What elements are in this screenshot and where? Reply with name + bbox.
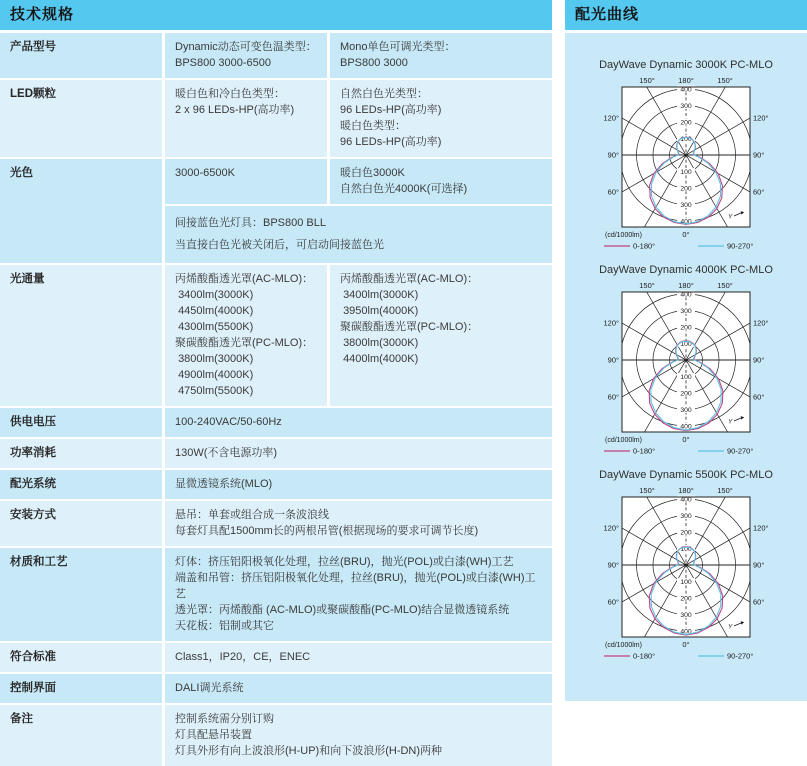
- svg-text:90°: 90°: [607, 355, 619, 365]
- row-label: [0, 643, 162, 672]
- text-line: 显微透镜系统(MLO): [175, 478, 273, 490]
- svg-text:0°: 0°: [682, 230, 690, 239]
- text-line: 功率消耗: [10, 447, 56, 459]
- chart-title: DayWave Dynamic 4000K PC-MLO: [599, 264, 773, 276]
- text-line: 4450lm(4000K): [175, 305, 254, 317]
- spec-row: [0, 501, 552, 546]
- svg-text:200: 200: [680, 185, 692, 193]
- svg-text:100: 100: [680, 169, 692, 176]
- svg-text:400: 400: [680, 628, 692, 636]
- row-label: [0, 548, 162, 641]
- row-label: [0, 705, 162, 766]
- text-line: 悬吊：单套或组合成一条波浪线: [175, 509, 329, 521]
- svg-text:60°: 60°: [607, 392, 619, 402]
- text-line: 端盖和吊管：挤压铝阳极氧化处理，拉丝(BRU)，抛光(POL)或白漆(WH)工艺: [175, 572, 536, 600]
- text-line: 4400lm(4000K): [340, 353, 419, 365]
- text-line: 4300lm(5500K): [175, 321, 254, 333]
- spec-row: [0, 470, 552, 499]
- text-line: 3000-6500K: [175, 167, 235, 179]
- text-line: 暖白色3000K: [340, 167, 405, 179]
- svg-text:120°: 120°: [603, 318, 619, 328]
- text-line: 间接蓝色光灯具：BPS800 BLL: [175, 217, 326, 229]
- text-line: 安装方式: [10, 509, 56, 521]
- text-line: 100-240VAC/50-60Hz: [175, 416, 282, 428]
- chart-svg-wrap: [565, 75, 807, 255]
- svg-text:90°: 90°: [753, 560, 765, 570]
- svg-text:(cd/1000lm): (cd/1000lm): [605, 437, 642, 444]
- row-label: [0, 470, 162, 499]
- row-value-col2: [165, 265, 327, 406]
- svg-text:90-270°: 90-270°: [727, 651, 754, 661]
- spec-row: [0, 159, 552, 263]
- spec-row: [0, 265, 552, 406]
- row-value-col3: [330, 33, 552, 78]
- text-line: 聚碳酸酯透光罩(PC-MLO)：: [175, 337, 314, 349]
- svg-text:120°: 120°: [753, 318, 769, 328]
- svg-text:100: 100: [680, 579, 692, 586]
- photometry-panel-body: [565, 33, 807, 701]
- row-value-merged: [165, 206, 552, 263]
- svg-text:100: 100: [680, 136, 692, 143]
- svg-text:0°: 0°: [682, 640, 690, 649]
- text-line: 丙烯酸酯透光罩(AC-MLO)：: [340, 273, 479, 285]
- svg-text:180°: 180°: [678, 281, 694, 290]
- text-line: 配光系统: [10, 478, 56, 490]
- svg-text:100: 100: [680, 341, 692, 348]
- svg-text:Y: Y: [728, 418, 733, 426]
- text-line: BPS800 3000: [340, 57, 408, 69]
- text-line: LED颗粒: [10, 88, 56, 100]
- spec-row: [0, 33, 552, 78]
- svg-text:Y: Y: [728, 213, 733, 221]
- svg-text:90°: 90°: [753, 150, 765, 160]
- text-line: 自然白色光4000K(可选择): [340, 183, 468, 195]
- svg-text:180°: 180°: [678, 76, 694, 85]
- row-label: [0, 159, 162, 263]
- text-line: 控制界面: [10, 682, 56, 694]
- svg-text:0°: 0°: [682, 435, 690, 444]
- text-line: 暖白色类型：: [340, 120, 406, 132]
- svg-text:300: 300: [680, 407, 692, 414]
- row-value: [165, 674, 552, 703]
- text-line: 4900lm(4000K): [175, 369, 254, 381]
- text-line: 丙烯酸酯透光罩(AC-MLO)：: [175, 273, 314, 285]
- svg-text:100: 100: [680, 546, 692, 553]
- text-line: 96 LEDs-HP(高功率): [340, 136, 442, 148]
- text-line: 灯具配悬吊装置: [175, 729, 252, 741]
- spec-row: [0, 548, 552, 641]
- row-label: [0, 501, 162, 546]
- svg-text:300: 300: [680, 513, 692, 520]
- svg-text:300: 300: [680, 202, 692, 209]
- svg-text:150°: 150°: [639, 281, 655, 290]
- chart-title: DayWave Dynamic 5500K PC-MLO: [599, 469, 773, 481]
- svg-text:(cd/1000lm): (cd/1000lm): [605, 232, 642, 239]
- text-line: 备注: [10, 713, 33, 725]
- svg-text:150°: 150°: [717, 486, 733, 495]
- polar-chart-svg: [586, 75, 786, 255]
- svg-text:150°: 150°: [717, 281, 733, 290]
- spec-row: [0, 408, 552, 437]
- text-line: 光通量: [10, 273, 45, 285]
- svg-text:60°: 60°: [607, 597, 619, 607]
- text-line: 灯体：挤压铝阳极氧化处理，拉丝(BRU)，抛光(POL)或白漆(WH)工艺: [175, 556, 514, 568]
- svg-text:0-180°: 0-180°: [633, 241, 656, 251]
- chart-svg-wrap: [565, 485, 807, 665]
- svg-text:0-180°: 0-180°: [633, 446, 656, 456]
- row-value: [165, 470, 552, 499]
- row-value-col3: [330, 159, 552, 204]
- svg-text:90°: 90°: [753, 355, 765, 365]
- row-value-col2: [165, 33, 327, 78]
- svg-text:90-270°: 90-270°: [727, 241, 754, 251]
- text-line: 2 x 96 LEDs-HP(高功率): [175, 104, 295, 116]
- row-value: [165, 501, 552, 546]
- spec-row: [0, 674, 552, 703]
- svg-text:300: 300: [680, 612, 692, 619]
- svg-text:200: 200: [680, 529, 692, 537]
- spec-panel-header: [0, 0, 552, 30]
- chart-block: [565, 262, 807, 460]
- spec-row: [0, 705, 552, 766]
- svg-text:Y: Y: [728, 623, 733, 631]
- row-value-col3: [330, 265, 552, 406]
- svg-text:200: 200: [680, 324, 692, 332]
- text-line: 控制系统需分别订购: [175, 713, 274, 725]
- svg-text:200: 200: [680, 595, 692, 603]
- svg-text:100: 100: [680, 374, 692, 381]
- svg-text:200: 200: [680, 390, 692, 398]
- text-line: 透光罩：丙烯酸酯 (AC-MLO)或聚碳酸酯(PC-MLO)结合显微透镜系统: [175, 604, 510, 616]
- photometry-panel-title: 配光曲线: [575, 6, 640, 23]
- svg-text:120°: 120°: [603, 113, 619, 123]
- text-line: 符合标准: [10, 651, 56, 663]
- svg-text:400: 400: [680, 291, 692, 299]
- svg-text:300: 300: [680, 103, 692, 110]
- chart-title: DayWave Dynamic 3000K PC-MLO: [599, 59, 773, 71]
- text-line: 暖白色和冷白色类型：: [175, 88, 285, 100]
- row-label: [0, 265, 162, 406]
- svg-text:60°: 60°: [753, 187, 765, 197]
- text-line: 4750lm(5500K): [175, 385, 254, 397]
- svg-text:180°: 180°: [678, 486, 694, 495]
- text-line: 3400lm(3000K): [340, 289, 419, 301]
- row-value-col2: [165, 159, 327, 204]
- text-line: Class1，IP20，CE，ENEC: [175, 651, 311, 663]
- row-label: [0, 439, 162, 468]
- chart-block: [565, 57, 807, 255]
- spec-panel-title: 技术规格: [10, 6, 75, 23]
- text-line: 130W(不含电源功率): [175, 447, 278, 459]
- text-line: 灯具外形有向上波浪形(H-UP)和向下波浪形(H-DN)两种: [175, 745, 443, 757]
- svg-text:200: 200: [680, 119, 692, 127]
- svg-text:60°: 60°: [753, 392, 765, 402]
- row-label: [0, 408, 162, 437]
- row-value: [165, 439, 552, 468]
- row-label: [0, 33, 162, 78]
- row-value-col2: [165, 80, 327, 157]
- text-line: 3800lm(3000K): [175, 353, 254, 365]
- text-line: Mono单色可调光类型：: [340, 41, 456, 53]
- svg-text:300: 300: [680, 308, 692, 315]
- row-value: [165, 548, 552, 641]
- row-value-col3: [330, 80, 552, 157]
- svg-text:150°: 150°: [639, 486, 655, 495]
- row-label: [0, 674, 162, 703]
- text-line: 聚碳酸酯透光罩(PC-MLO)：: [340, 321, 479, 333]
- text-line: 3400lm(3000K): [175, 289, 254, 301]
- text-line: 天花板：铝制或其它: [175, 620, 274, 632]
- text-line: 当直接白色光被关闭后，可启动间接蓝色光: [175, 239, 384, 251]
- row-value: [165, 643, 552, 672]
- text-line: BPS800 3000-6500: [175, 57, 272, 69]
- svg-text:400: 400: [680, 423, 692, 431]
- chart-block: [565, 467, 807, 665]
- text-line: 产品型号: [10, 41, 56, 53]
- svg-text:400: 400: [680, 86, 692, 94]
- row-label: [0, 80, 162, 157]
- svg-text:0-180°: 0-180°: [633, 651, 656, 661]
- spec-row: [0, 80, 552, 157]
- svg-text:400: 400: [680, 218, 692, 226]
- photometry-panel: [565, 0, 807, 701]
- text-line: 供电电压: [10, 416, 56, 428]
- polar-chart-svg: [586, 280, 786, 460]
- svg-text:120°: 120°: [753, 523, 769, 533]
- text-line: 96 LEDs-HP(高功率): [340, 104, 442, 116]
- spec-table: [0, 33, 552, 766]
- svg-text:90°: 90°: [607, 150, 619, 160]
- svg-text:150°: 150°: [717, 76, 733, 85]
- row-value: [165, 408, 552, 437]
- svg-text:60°: 60°: [753, 597, 765, 607]
- row-value: [165, 705, 552, 766]
- spec-row: [0, 643, 552, 672]
- text-line: 自然白色光类型：: [340, 88, 428, 100]
- spec-row: [0, 439, 552, 468]
- text-line: 材质和工艺: [10, 556, 68, 568]
- text-line: 3950lm(4000K): [340, 305, 419, 317]
- svg-text:60°: 60°: [607, 187, 619, 197]
- polar-chart-svg: [586, 485, 786, 665]
- text-line: DALI调光系统: [175, 682, 244, 694]
- text-line: 每套灯具配1500mm长的两根吊管(根据现场的要求可调节长度): [175, 525, 479, 537]
- text-line: 3800lm(3000K): [340, 337, 419, 349]
- photometry-panel-header: [565, 0, 807, 30]
- svg-text:400: 400: [680, 496, 692, 504]
- text-line: 光色: [10, 167, 33, 179]
- chart-svg-wrap: [565, 280, 807, 460]
- svg-text:120°: 120°: [603, 523, 619, 533]
- svg-text:120°: 120°: [753, 113, 769, 123]
- text-line: Dynamic动态可变色温类型：: [175, 41, 317, 53]
- svg-text:90°: 90°: [607, 560, 619, 570]
- svg-text:90-270°: 90-270°: [727, 446, 754, 456]
- svg-text:150°: 150°: [639, 76, 655, 85]
- svg-text:(cd/1000lm): (cd/1000lm): [605, 642, 642, 649]
